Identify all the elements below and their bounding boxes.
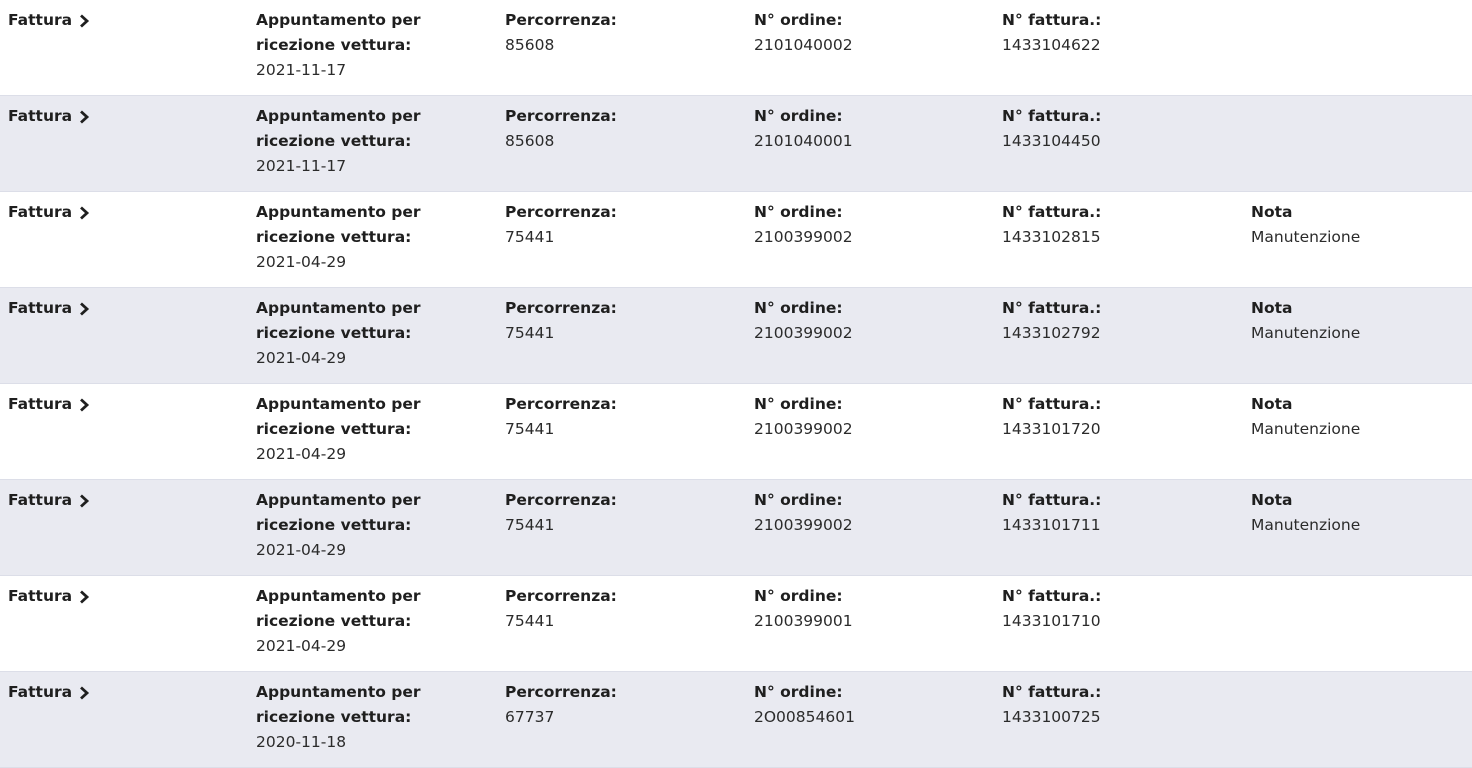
- chevron-right-icon: [79, 110, 90, 124]
- order-number-field: [754, 584, 853, 634]
- invoice-link-label: Fattura: [8, 11, 73, 29]
- note-value: Manutenzione: [1251, 324, 1361, 342]
- invoice-number-value: 1433100725: [1002, 708, 1101, 726]
- appointment-date: 2021-04-29: [256, 445, 347, 463]
- mileage-field: [505, 488, 617, 538]
- invoice-link[interactable]: [8, 584, 90, 609]
- chevron-right-icon: [79, 590, 90, 604]
- mileage-field: [505, 584, 617, 634]
- invoice-number-field: [1002, 392, 1101, 442]
- chevron-right-icon: [79, 14, 90, 28]
- note-value: Manutenzione: [1251, 420, 1361, 438]
- order-number-field: [754, 8, 853, 58]
- note-field: [1251, 488, 1360, 538]
- order-number-field: [754, 488, 853, 538]
- mileage-field: [505, 8, 617, 58]
- invoice-link-cell: [8, 104, 90, 129]
- invoice-link-label: Fattura: [8, 683, 73, 701]
- appointment-label: Appuntamento per ricezione vettura:: [256, 11, 421, 54]
- appointment-date: 2021-04-29: [256, 349, 347, 367]
- invoice-number-value: 1433104622: [1002, 36, 1101, 54]
- invoice-number-field: [1002, 584, 1101, 634]
- invoice-number-value: 1433101711: [1002, 516, 1101, 534]
- order-number-field: [754, 392, 853, 442]
- invoice-number-field: [1002, 200, 1101, 250]
- mileage-value: 75441: [505, 516, 555, 534]
- invoice-number-value: 1433101710: [1002, 612, 1101, 630]
- invoice-number-label: N° fattura.:: [1002, 107, 1102, 125]
- invoice-link-cell: [8, 392, 90, 417]
- chevron-right-icon: [79, 398, 90, 412]
- invoice-link[interactable]: [8, 8, 90, 33]
- chevron-right-icon: [79, 494, 90, 508]
- appointment-field: [256, 200, 456, 275]
- invoice-link-cell: [8, 8, 90, 33]
- order-number-value: 2100399002: [754, 324, 853, 342]
- chevron-right-icon: [79, 686, 90, 700]
- invoice-link-cell: [8, 584, 90, 609]
- mileage-label: Percorrenza:: [505, 395, 617, 413]
- invoice-row: [0, 0, 1472, 96]
- appointment-date: 2021-11-17: [256, 61, 347, 79]
- appointment-label: Appuntamento per ricezione vettura:: [256, 203, 421, 246]
- mileage-label: Percorrenza:: [505, 299, 617, 317]
- invoice-link[interactable]: [8, 488, 90, 513]
- invoice-number-value: 1433104450: [1002, 132, 1101, 150]
- mileage-field: [505, 200, 617, 250]
- order-number-label: N° ordine:: [754, 299, 843, 317]
- order-number-field: [754, 104, 853, 154]
- order-number-label: N° ordine:: [754, 587, 843, 605]
- note-field: [1251, 200, 1360, 250]
- mileage-value: 85608: [505, 36, 555, 54]
- order-number-label: N° ordine:: [754, 683, 843, 701]
- order-number-value: 2100399001: [754, 612, 853, 630]
- invoice-link-label: Fattura: [8, 203, 73, 221]
- note-label: Nota: [1251, 395, 1293, 413]
- invoice-number-value: 1433102792: [1002, 324, 1101, 342]
- appointment-label: Appuntamento per ricezione vettura:: [256, 683, 421, 726]
- note-label: Nota: [1251, 299, 1293, 317]
- invoice-link-label: Fattura: [8, 395, 73, 413]
- order-number-value: 2101040002: [754, 36, 853, 54]
- invoice-row: [0, 672, 1472, 768]
- appointment-field: [256, 680, 456, 755]
- appointment-field: [256, 8, 456, 83]
- appointment-date: 2021-04-29: [256, 541, 347, 559]
- invoice-link-label: Fattura: [8, 299, 73, 317]
- invoice-number-label: N° fattura.:: [1002, 11, 1102, 29]
- appointment-date: 2021-11-17: [256, 157, 347, 175]
- chevron-right-icon: [79, 302, 90, 316]
- order-number-label: N° ordine:: [754, 11, 843, 29]
- invoice-link-cell: [8, 200, 90, 225]
- note-label: Nota: [1251, 491, 1293, 509]
- invoice-link-label: Fattura: [8, 587, 73, 605]
- order-number-label: N° ordine:: [754, 203, 843, 221]
- mileage-field: [505, 392, 617, 442]
- order-number-label: N° ordine:: [754, 491, 843, 509]
- mileage-value: 75441: [505, 420, 555, 438]
- order-number-label: N° ordine:: [754, 395, 843, 413]
- mileage-label: Percorrenza:: [505, 107, 617, 125]
- invoice-number-label: N° fattura.:: [1002, 491, 1102, 509]
- mileage-label: Percorrenza:: [505, 203, 617, 221]
- invoice-row: [0, 480, 1472, 576]
- invoice-number-field: [1002, 680, 1101, 730]
- invoice-number-value: 1433102815: [1002, 228, 1101, 246]
- appointment-field: [256, 104, 456, 179]
- note-field: [1251, 392, 1360, 442]
- invoice-row: [0, 96, 1472, 192]
- invoice-number-label: N° fattura.:: [1002, 203, 1102, 221]
- invoice-row: [0, 288, 1472, 384]
- invoice-link[interactable]: [8, 296, 90, 321]
- mileage-value: 75441: [505, 324, 555, 342]
- order-number-value: 2O00854601: [754, 708, 855, 726]
- invoice-number-label: N° fattura.:: [1002, 395, 1102, 413]
- invoice-link[interactable]: [8, 680, 90, 705]
- order-number-value: 2100399002: [754, 516, 853, 534]
- mileage-field: [505, 296, 617, 346]
- invoice-link-cell: [8, 488, 90, 513]
- order-number-value: 2100399002: [754, 228, 853, 246]
- invoice-row: [0, 192, 1472, 288]
- appointment-label: Appuntamento per ricezione vettura:: [256, 299, 421, 342]
- mileage-field: [505, 104, 617, 154]
- mileage-label: Percorrenza:: [505, 491, 617, 509]
- invoice-number-field: [1002, 488, 1101, 538]
- order-number-field: [754, 296, 853, 346]
- invoice-link[interactable]: [8, 392, 90, 417]
- invoice-number-field: [1002, 8, 1101, 58]
- invoice-number-value: 1433101720: [1002, 420, 1101, 438]
- appointment-field: [256, 584, 456, 659]
- invoice-number-label: N° fattura.:: [1002, 587, 1102, 605]
- appointment-date: 2021-04-29: [256, 253, 347, 271]
- appointment-label: Appuntamento per ricezione vettura:: [256, 587, 421, 630]
- appointment-date: 2021-04-29: [256, 637, 347, 655]
- mileage-value: 67737: [505, 708, 555, 726]
- mileage-label: Percorrenza:: [505, 11, 617, 29]
- invoice-link[interactable]: [8, 104, 90, 129]
- appointment-date: 2020-11-18: [256, 733, 347, 751]
- invoice-number-label: N° fattura.:: [1002, 299, 1102, 317]
- invoice-row: [0, 384, 1472, 480]
- note-value: Manutenzione: [1251, 516, 1361, 534]
- mileage-label: Percorrenza:: [505, 587, 617, 605]
- invoice-link-cell: [8, 296, 90, 321]
- order-number-value: 2100399002: [754, 420, 853, 438]
- appointment-field: [256, 392, 456, 467]
- invoice-link[interactable]: [8, 200, 90, 225]
- appointment-label: Appuntamento per ricezione vettura:: [256, 395, 421, 438]
- chevron-right-icon: [79, 206, 90, 220]
- note-field: [1251, 296, 1360, 346]
- order-number-field: [754, 200, 853, 250]
- order-number-label: N° ordine:: [754, 107, 843, 125]
- order-number-field: [754, 680, 855, 730]
- invoice-number-field: [1002, 296, 1101, 346]
- invoice-number-field: [1002, 104, 1101, 154]
- mileage-label: Percorrenza:: [505, 683, 617, 701]
- mileage-value: 85608: [505, 132, 555, 150]
- appointment-label: Appuntamento per ricezione vettura:: [256, 491, 421, 534]
- appointment-field: [256, 488, 456, 563]
- invoice-row: [0, 576, 1472, 672]
- order-number-value: 2101040001: [754, 132, 853, 150]
- invoice-link-label: Fattura: [8, 491, 73, 509]
- mileage-field: [505, 680, 617, 730]
- mileage-value: 75441: [505, 612, 555, 630]
- invoice-number-label: N° fattura.:: [1002, 683, 1102, 701]
- note-value: Manutenzione: [1251, 228, 1361, 246]
- appointment-label: Appuntamento per ricezione vettura:: [256, 107, 421, 150]
- mileage-value: 75441: [505, 228, 555, 246]
- appointment-field: [256, 296, 456, 371]
- invoice-link-label: Fattura: [8, 107, 73, 125]
- invoice-link-cell: [8, 680, 90, 705]
- note-label: Nota: [1251, 203, 1293, 221]
